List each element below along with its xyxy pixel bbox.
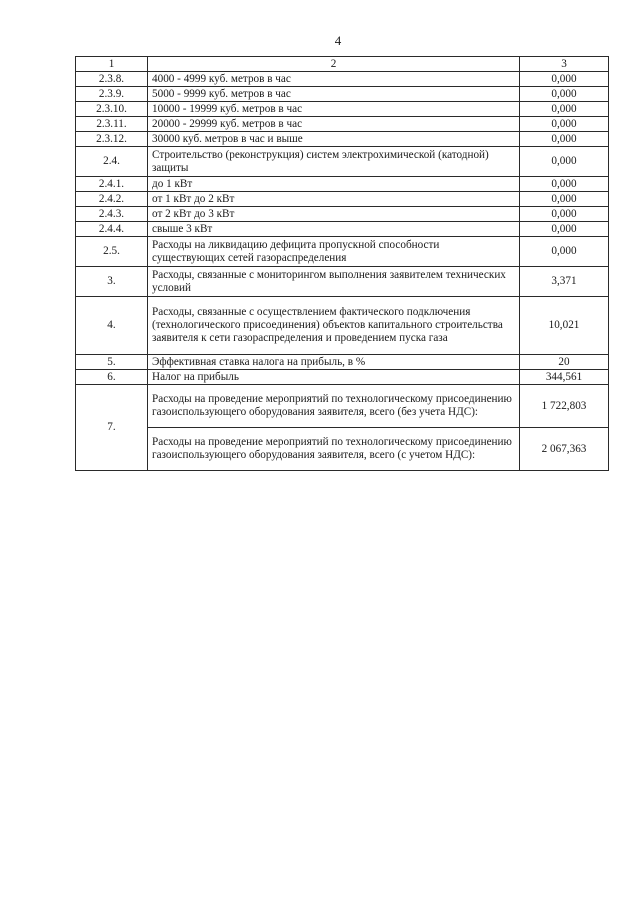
row-number: 2.4.3. <box>76 207 148 222</box>
fee-calculation-table <box>75 56 609 471</box>
table-row <box>76 385 609 428</box>
row-number: 2.3.8. <box>76 72 148 87</box>
table-row <box>76 297 609 355</box>
table-row <box>76 355 609 370</box>
row-number: 2.3.10. <box>76 102 148 117</box>
row-description: Строительство (реконструкция) систем электрохимической (катодной) защиты <box>148 147 520 177</box>
table-row <box>76 117 609 132</box>
row-value: 0,000 <box>520 207 609 222</box>
row-description: Расходы, связанные с осуществлением фактического подключения (технологического присоединения) объектов капитального строительства заявителя к сети газораспределения и проведением пуска газа <box>148 297 520 355</box>
table-row <box>76 267 609 297</box>
row-description: Расходы на проведение мероприятий по технологическому присоединению газоиспользующего оборудования заявителя, всего (без учета НДС): <box>148 385 520 428</box>
row-number: 2.4.2. <box>76 192 148 207</box>
row-description: Расходы, связанные с мониторингом выполнения заявителем технических условий <box>148 267 520 297</box>
row-number: 7. <box>76 385 148 471</box>
row-value: 344,561 <box>520 370 609 385</box>
row-number: 2.4.4. <box>76 222 148 237</box>
column-header-3: 3 <box>520 57 609 72</box>
row-value: 0,000 <box>520 237 609 267</box>
row-description: Расходы на проведение мероприятий по технологическому присоединению газоиспользующего оборудования заявителя, всего (с учетом НДС): <box>148 428 520 471</box>
row-description: 5000 - 9999 куб. метров в час <box>148 87 520 102</box>
table-row <box>76 207 609 222</box>
row-value: 10,021 <box>520 297 609 355</box>
row-value: 20 <box>520 355 609 370</box>
row-description: Расходы на ликвидацию дефицита пропускной способности существующих сетей газораспределения <box>148 237 520 267</box>
row-description: 4000 - 4999 куб. метров в час <box>148 72 520 87</box>
row-value: 0,000 <box>520 132 609 147</box>
row-number: 2.4. <box>76 147 148 177</box>
table-row <box>76 147 609 177</box>
row-value: 2 067,363 <box>520 428 609 471</box>
row-number: 2.5. <box>76 237 148 267</box>
row-number: 3. <box>76 267 148 297</box>
column-header-2: 2 <box>148 57 520 72</box>
table-row <box>76 192 609 207</box>
table-row <box>76 222 609 237</box>
table-row <box>76 87 609 102</box>
row-value: 0,000 <box>520 147 609 177</box>
table-header-row <box>76 57 609 72</box>
table-row <box>76 428 609 471</box>
page-number: 4 <box>334 33 342 48</box>
table-row <box>76 102 609 117</box>
row-value: 0,000 <box>520 117 609 132</box>
row-number: 2.3.11. <box>76 117 148 132</box>
row-value: 1 722,803 <box>520 385 609 428</box>
row-number: 6. <box>76 370 148 385</box>
row-number: 2.3.12. <box>76 132 148 147</box>
row-value: 0,000 <box>520 72 609 87</box>
row-value: 0,000 <box>520 192 609 207</box>
row-description: свыше 3 кВт <box>148 222 520 237</box>
row-value: 0,000 <box>520 222 609 237</box>
table-row <box>76 72 609 87</box>
table-row <box>76 237 609 267</box>
table-row <box>76 370 609 385</box>
row-description: 30000 куб. метров в час и выше <box>148 132 520 147</box>
table-row <box>76 177 609 192</box>
column-header-1: 1 <box>76 57 148 72</box>
row-number: 2.4.1. <box>76 177 148 192</box>
row-description: до 1 кВт <box>148 177 520 192</box>
row-number: 2.3.9. <box>76 87 148 102</box>
row-value: 0,000 <box>520 102 609 117</box>
row-number: 5. <box>76 355 148 370</box>
row-description: Налог на прибыль <box>148 370 520 385</box>
row-number: 4. <box>76 297 148 355</box>
row-description: от 2 кВт до 3 кВт <box>148 207 520 222</box>
table-row <box>76 132 609 147</box>
row-description: от 1 кВт до 2 кВт <box>148 192 520 207</box>
row-value: 0,000 <box>520 87 609 102</box>
row-value: 3,371 <box>520 267 609 297</box>
row-description: Эффективная ставка налога на прибыль, в % <box>148 355 520 370</box>
row-description: 10000 - 19999 куб. метров в час <box>148 102 520 117</box>
row-description: 20000 - 29999 куб. метров в час <box>148 117 520 132</box>
row-value: 0,000 <box>520 177 609 192</box>
